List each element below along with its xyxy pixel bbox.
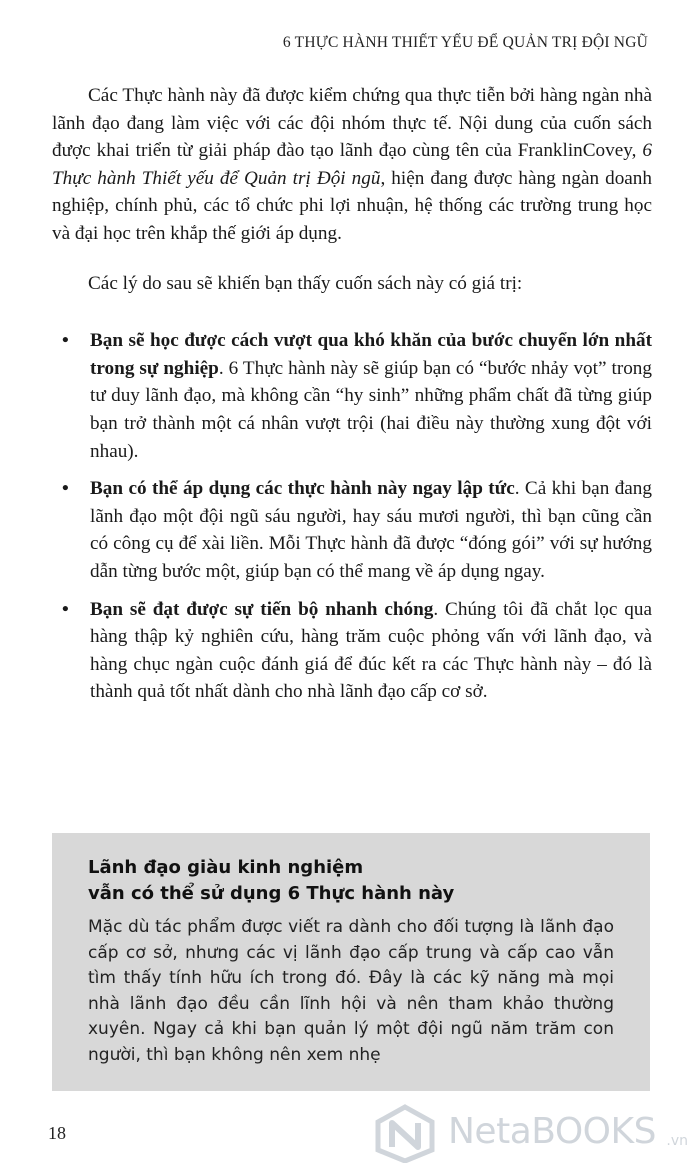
bullet-icon: • [62,598,69,620]
list-item-text: . Cả khi bạn đang lãnh đạo một đội ngũ sáu người, hay sáu mươi người, thì bạn cũng cần có công cụ để xài liền. Mỗi Thực hành đã được “đóng gói” với sự hướng dẫn từng bước một, giúp bạn có thể mang về áp dụng ngay. [90,478,652,582]
reasons-list [52,327,652,706]
list-item-text: . 6 Thực hành này sẽ giúp bạn có “bước nhảy vọt” trong tư duy lãnh đạo, mà không cần “hy sinh” những phẩm chất đã từng giúp bạn trở thành một cá nhân vượt trội (hai điều này thường xung đột với nhau). [90,357,652,462]
bullet-icon: • [62,330,69,352]
page-number: 18 [48,1123,66,1143]
intro-paragraph [52,82,652,248]
list-item [52,596,652,706]
reasons-lead-paragraph: Các lý do sau sẽ khiến bạn thấy cuốn sách này có giá trị: [88,272,523,294]
sidebar-title-line-2: vẫn có thể sử dụng 6 Thực hành này [88,883,455,904]
sidebar-text: Mặc dù tác phẩm được viết ra dành cho đối tượng là lãnh đạo cấp cơ sở, nhưng các vị lãnh đạo cấp trung và cấp cao vẫn tìm thấy tính hữu ích trong đó. Đây là các kỹ năng mà mọi nhà lãnh đạo đều cần lĩnh hội và nên tham khảo thường xuyên. Ngay cả khi bạn quản lý một đội ngũ năm trăm con người, thì bạn không nên xem nhẹ [88,917,614,1065]
running-header: 6 THỰC HÀNH THIẾT YẾU ĐỂ QUẢN TRỊ ĐỘI NGŨ [282,34,648,51]
intro-text-2: , hiện đang được hàng ngàn doanh nghiệp, chính phủ, các tổ chức phi lợi nhuận, hệ thống các trường trung học và đại học trên khắp thế giới áp dụng. [52,167,652,244]
bullet-icon: • [62,478,69,500]
sidebar-box [52,833,650,1091]
book-title-italic: 6 Thực hành Thiết yếu để Quản trị Đội ngũ [52,140,652,189]
list-item-bold: Bạn sẽ học được cách vượt qua khó khăn của bước chuyển lớn nhất trong sự nghiệp [90,330,652,379]
watermark-n-icon [370,1103,440,1163]
sidebar-title [88,855,614,907]
page-body [52,82,652,716]
sidebar-title-line-1: Lãnh đạo giàu kinh nghiệm [88,857,364,878]
list-item-text: . Chúng tôi đã chắt lọc qua hàng thập kỷ nghiên cứu, hàng trăm cuộc phỏng vấn với lãnh đạo, và hàng chục ngàn cuộc đánh giá để đúc kết ra các Thực hành này – đó là thành quả tốt nhất dành cho nhà lãnh đạo cấp cơ sở. [90,598,652,703]
intro-text-1: Các Thực hành này đã được kiểm chứng qua thực tiễn bởi hàng ngàn nhà lãnh đạo đang làm việc với các đội nhóm thực tế. Nội dung của cuốn sách được khai triển từ giải pháp đào tạo lãnh đạo cùng tên của FranklinCovey, [52,85,652,162]
list-item-bold: Bạn có thể áp dụng các thực hành này ngay lập tức [90,478,515,500]
list-item-bold: Bạn sẽ đạt được sự tiến bộ nhanh chóng [90,598,434,620]
watermark-suffix: .vn [666,1133,688,1149]
watermark-brand: NetaBOOKS [448,1111,656,1152]
list-item [52,475,652,585]
list-item [52,327,652,465]
watermark-logo [370,1103,690,1163]
